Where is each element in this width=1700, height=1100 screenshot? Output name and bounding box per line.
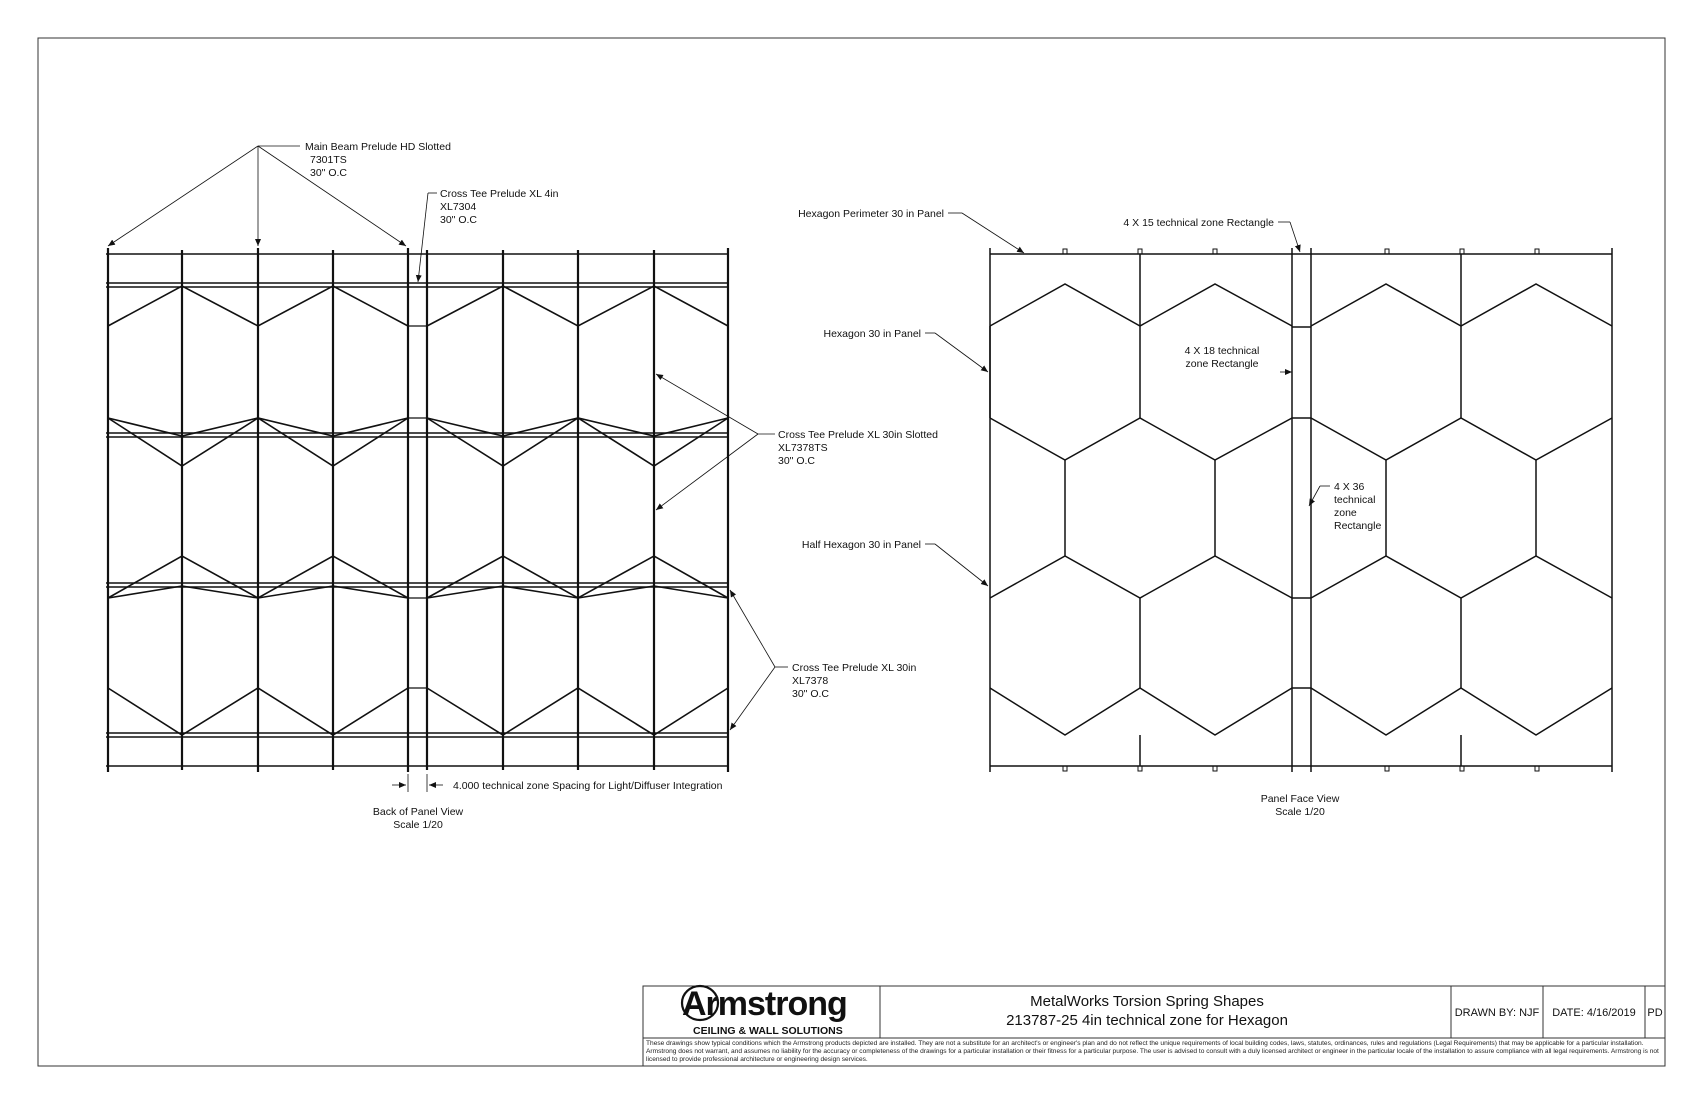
cross-tee-4-label-3: 30" O.C [440, 214, 477, 226]
hexagon-label: Hexagon 30 in Panel [823, 328, 921, 340]
half-hexagon-label: Half Hexagon 30 in Panel [801, 539, 921, 551]
logo-subtitle: CEILING & WALL SOLUTIONS [693, 1025, 843, 1037]
main-beams [106, 283, 728, 737]
drawn-by: DRAWN BY: NJF [1454, 1007, 1540, 1019]
sheet-border [38, 38, 1665, 1066]
rect-4x15-label: 4 X 15 technical zone Rectangle [1123, 217, 1274, 229]
back-view-caption: Back of Panel View [372, 806, 464, 818]
main-beam-label-2: 7301TS [310, 154, 347, 166]
cross-tee-30-label-1: Cross Tee Prelude XL 30in [792, 662, 917, 674]
cross-tee-30-label-2: XL7378 [792, 675, 829, 687]
title-line-1: MetalWorks Torsion Spring Shapes [1030, 993, 1264, 1010]
cross-tee-slotted-label-3: 30" O.C [778, 455, 815, 467]
spacing-note: 4.000 technical zone Spacing for Light/Diffuser Integration [453, 780, 723, 792]
rect-4x36-label-4: Rectangle [1334, 520, 1382, 532]
cross-tee-4-label-1: Cross Tee Prelude XL 4in [440, 188, 559, 200]
face-view-caption: Panel Face View [1260, 793, 1340, 805]
back-of-panel-view [106, 146, 788, 792]
cross-tee-slotted-label-1: Cross Tee Prelude XL 30in Slotted [778, 429, 938, 441]
title-line-2: 213787-25 4in technical zone for Hexagon [1006, 1012, 1288, 1029]
logo-wordmark: Armstrong [682, 985, 847, 1023]
rect-4x36-label-1: 4 X 36 [1334, 481, 1365, 493]
rect-4x18-label-2: zone Rectangle [1185, 358, 1259, 370]
cross-tee-4-label-2: XL7304 [440, 201, 477, 213]
face-view-scale: Scale 1/20 [1275, 806, 1325, 818]
disclaimer-text: These drawings show typical conditions which the Armstrong products depicted are installed. They are not a substitute for an architect's or engineer's plan and do not reflect the unique requirements of local building codes, laws, statutes, ordinances, rules and regulations (Legal Requirements) that may be applicable for a particular installation. Armstrong does not warrant, and assumes no liability for the accuracy or completeness of the drawings for a particular installation or their fitness for a particular purpose. The user is advised to consult with a duly licensed architect or engineer in the particular locale of the installation to assure compliance with all legal requirements. Armstrong is not licensed to provide professional architecture or engineering design services. [646, 1040, 1659, 1064]
rect-4x36-label-2: technical [1334, 494, 1376, 506]
back-view-scale: Scale 1/20 [393, 819, 443, 831]
hex-perimeter-label: Hexagon Perimeter 30 in Panel [798, 208, 944, 220]
drawing-code: PD [1647, 1007, 1663, 1019]
main-beam-label-3: 30" O.C [310, 167, 347, 179]
cross-tee-30-label-3: 30" O.C [792, 688, 829, 700]
rect-4x36-label-3: zone [1334, 507, 1357, 519]
armstrong-logo [682, 985, 847, 1037]
drawing-date: DATE: 4/16/2019 [1552, 1007, 1636, 1019]
hex-zigzag [108, 286, 728, 735]
rect-4x18-label-1: 4 X 18 technical [1184, 345, 1260, 357]
main-beam-label-1: Main Beam Prelude HD Slotted [305, 141, 451, 153]
panel-face-view [925, 213, 1612, 772]
cross-tee-slotted-label-2: XL7378TS [778, 442, 828, 454]
